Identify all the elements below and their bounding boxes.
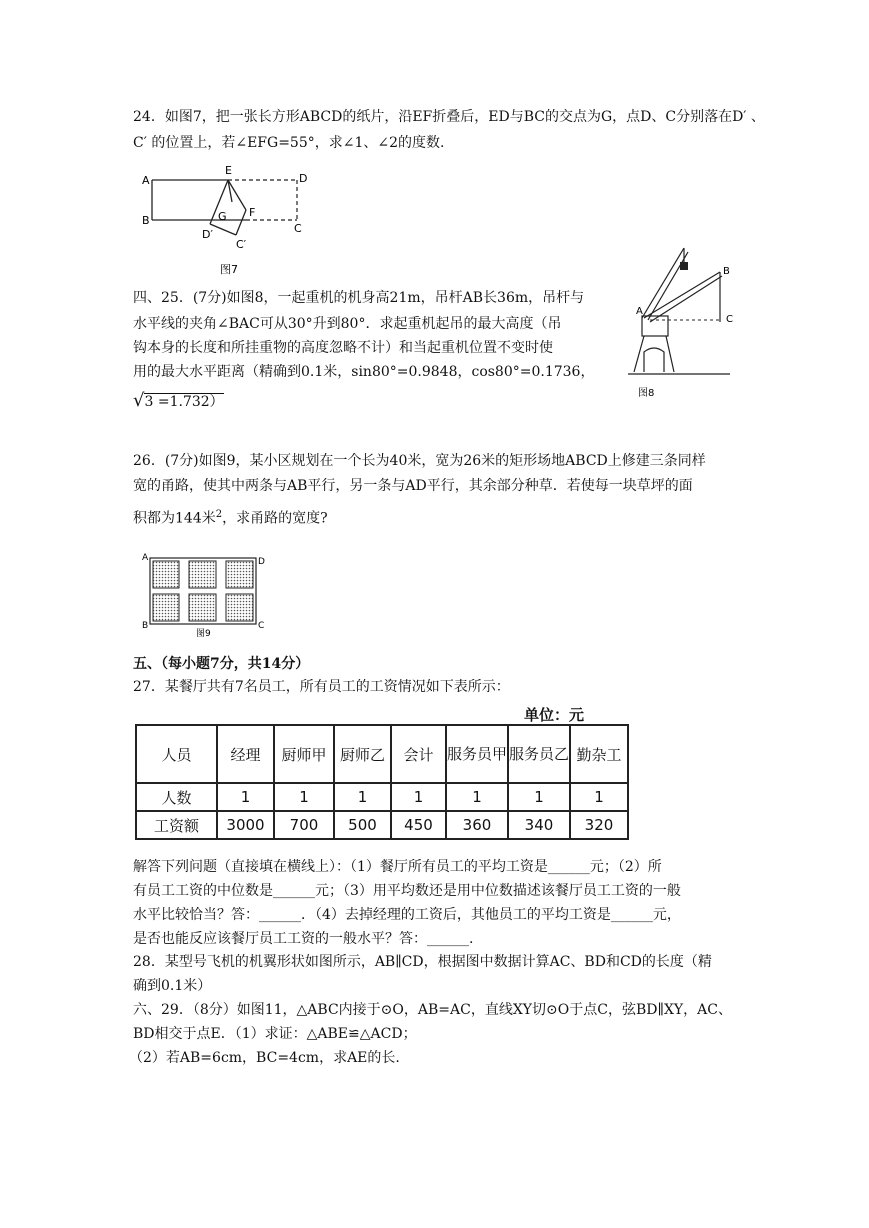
- q25-line3: 钩本身的长度和所挂重物的高度忽略不计）和当起重机位置不变时使: [133, 340, 553, 356]
- q26-line3: [133, 505, 328, 529]
- q29-line3: （2）若AB=6cm，BC=4cm，求AE的长.: [129, 1050, 400, 1066]
- header-cell: 人员: [136, 725, 217, 783]
- fig7-label-c: C: [294, 222, 302, 235]
- fig7-label-g: G: [218, 210, 227, 223]
- count-cell: 1: [274, 783, 334, 811]
- q24-line1: 24．如图7，把一张长方形ABCD的纸片，沿EF折叠后，ED与BC的交点为G，点D、C分别落在D′ 、: [133, 109, 765, 125]
- salary-cell: 360: [446, 811, 508, 839]
- fig9-label-c: C: [258, 621, 265, 631]
- fig7-label-a: A: [142, 174, 150, 187]
- header-cell: 服务员甲: [446, 725, 508, 783]
- table-row-count: [136, 783, 628, 811]
- header-cell: 会计: [391, 725, 446, 783]
- q27-line3: 有员工工资的中位数是______元；（3）用平均数还是用中位数描述该餐厅员工工资的一般: [133, 883, 681, 899]
- q24-line2: C′ 的位置上，若∠EFG=55°，求∠1、∠2的度数.: [133, 135, 445, 151]
- fig7-label-b: B: [142, 214, 150, 227]
- salary-cell: 500: [334, 811, 391, 839]
- count-cell: 1: [217, 783, 274, 811]
- count-cell: 1: [391, 783, 446, 811]
- q27-line5: 是否也能反应该餐厅员工工资的一般水平？答：______.: [133, 931, 474, 947]
- fig8-label-a: A: [636, 306, 643, 317]
- q26-line2: 宽的甬路，使其中两条与AB平行，另一条与AD平行，其余部分种草．若使每一块草坪的面: [133, 478, 693, 494]
- q28-line2: 确到0.1米）: [133, 978, 212, 994]
- salary-cell: 700: [274, 811, 334, 839]
- header-cell: 服务员乙: [508, 725, 570, 783]
- fig8-label-c: C: [726, 314, 733, 325]
- q25-line2: 水平线的夹角∠BAC可从30°升到80°．求起重机起吊的最大高度（吊: [133, 316, 562, 332]
- salary-cell: 340: [508, 811, 570, 839]
- table-row-salary: [136, 811, 628, 839]
- fig9-label-a: A: [142, 553, 149, 563]
- q25-line1-text: 四、25．(7分)如图8，一起重机的机身高21m，吊杆AB长36m，吊杆与: [133, 290, 585, 306]
- q26-line3-sup: 2: [215, 509, 223, 520]
- q25-line5-text: 3 =1.732）: [144, 394, 224, 410]
- q29-line1: 六、29．（8分）如图11，△ABC内接于⊙O，AB=AC，直线XY切⊙O于点C，弦BD∥XY，AC、: [133, 1002, 732, 1018]
- table-unit: 单位：元: [524, 706, 585, 724]
- fig7-caption: 图7: [220, 263, 238, 276]
- q28-line1: 28．某型号飞机的机翼形状如图所示，AB∥CD，根据图中数据计算AC、BD和CD的长度（精: [133, 954, 712, 970]
- salary-cell: 450: [391, 811, 446, 839]
- fig9-label-d: D: [258, 557, 265, 567]
- row-label: 人数: [136, 783, 217, 811]
- fig9-caption: 图9: [196, 629, 211, 639]
- fig7-label-d: D: [299, 172, 308, 185]
- fig9-label-b: B: [142, 621, 149, 631]
- fig7-label-cprime: C′: [236, 238, 247, 251]
- header-cell: 厨师甲: [274, 725, 334, 783]
- q29-line2: BD相交于点E．（1）求证：△ABE≌△ACD；: [133, 1026, 417, 1042]
- header-cell: 厨师乙: [334, 725, 391, 783]
- q25-line1: [133, 288, 584, 308]
- q26-line3-b: ，求甬路的宽度?: [222, 510, 328, 527]
- q26-line3-a: 积都为144米: [133, 510, 216, 527]
- count-cell: 1: [446, 783, 508, 811]
- fig7-label-e: E: [225, 164, 232, 177]
- row-label: 工资额: [136, 811, 217, 839]
- fig8-label-b: B: [723, 266, 730, 277]
- count-cell: 1: [334, 783, 391, 811]
- figure-7: [140, 160, 320, 280]
- header-cell: 经理: [217, 725, 274, 783]
- q27-line4: 水平比较恰当？答：______．（4）去掉经理的工资后，其他员工的平均工资是______元，: [133, 907, 681, 923]
- section-5-heading: 五、（每小题7分，共14分）: [133, 656, 310, 672]
- header-cell: 勤杂工: [570, 725, 628, 783]
- salary-table: [135, 724, 629, 840]
- count-cell: 1: [570, 783, 628, 811]
- figure-9: [140, 552, 270, 642]
- salary-cell: 320: [570, 811, 628, 839]
- count-cell: 1: [508, 783, 570, 811]
- figure-8: [622, 240, 752, 400]
- q27-line2: 解答下列问题（直接填在横线上）：（1）餐厅所有员工的平均工资是______元；（2）所: [133, 859, 662, 875]
- q27-line1: 27．某餐厅共有7名员工，所有员工的工资情况如下表所示：: [133, 679, 510, 695]
- salary-cell: 3000: [217, 811, 274, 839]
- sqrt-sign: √: [133, 390, 145, 411]
- table-header-row: [136, 725, 628, 783]
- fig7-label-f: F: [249, 206, 256, 219]
- fig8-caption: 图8: [638, 388, 655, 399]
- q25-line4: 用的最大水平距离（精确到0.1米，sin80°=0.9848，cos80°=0.1736，: [133, 364, 595, 380]
- fig7-label-dprime: D′: [202, 228, 213, 241]
- q26-line1: 26．(7分)如图9，某小区规划在一个长为40米，宽为26米的矩形场地ABCD上修建三条同样: [133, 453, 706, 469]
- q25-line5: [133, 390, 224, 411]
